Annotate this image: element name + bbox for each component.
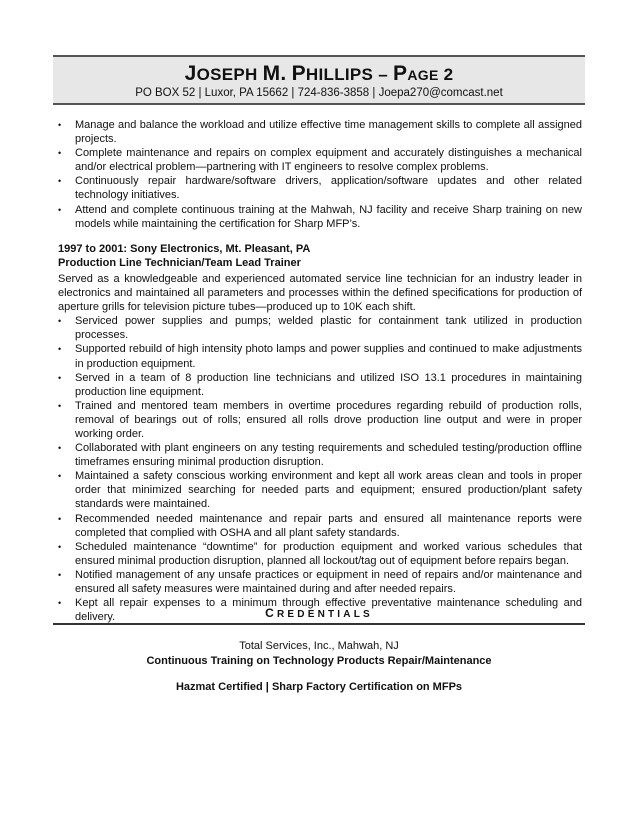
header-name: JOSEPH M. PHILLIPS – PAGE 2 xyxy=(184,62,454,85)
bullet-text: Supported rebuild of high intensity photo lamps and power supplies and continued to make adjustments in production equipment. xyxy=(75,343,582,370)
bullet-icon: • xyxy=(58,204,62,215)
bullet-item xyxy=(58,342,582,370)
bullet-item xyxy=(58,469,582,511)
header-contact: PO BOX 52 | Luxor, PA 15662 | 724-836-3858 | Joepa270@comcast.net xyxy=(135,87,503,99)
credentials-divider xyxy=(53,623,585,625)
bullet-item xyxy=(58,146,582,174)
bullet-item xyxy=(58,441,582,469)
bullet-icon: • xyxy=(58,372,62,383)
bullet-text: Notified management of any unsafe practices or equipment in need of repairs and/or maintenance and ensured all safety measures were maintained during and after needed repairs. xyxy=(75,568,582,595)
bullet-text: Scheduled maintenance “downtime” for production equipment and worked various schedules that ensured minimal production disruption, planned all lockout/tag out of equipment before repairs began. xyxy=(75,540,582,567)
bullet-icon: • xyxy=(58,513,62,524)
bullet-text: Complete maintenance and repairs on complex equipment and accurately distinguishes a mechanical and/or electrical problem—partnering with IT engineers to resolve complex problems. xyxy=(75,147,582,174)
bullet-text: Maintained a safety conscious working environment and kept all work areas clean and tools in proper order that minimized searching for needed parts and equipment; ensured production/plant safety standards were maintained. xyxy=(75,470,582,511)
bullet-item xyxy=(58,371,582,399)
bullet-text: Collaborated with plant engineers on any testing requirements and scheduled testing/production offline timeframes ensuring minimal production disruption. xyxy=(75,442,582,469)
page-header xyxy=(53,55,585,105)
bullet-icon: • xyxy=(58,471,62,482)
bullet-text: Trained and mentored team members in overtime procedures regarding rebuild of production rolls, removal of bearings out of rolls; ensured all rolls drove production line output and were in proper working order. xyxy=(75,399,582,440)
bullet-icon: • xyxy=(58,443,62,454)
experience-content xyxy=(58,118,582,624)
bullet-icon: • xyxy=(58,400,62,411)
bullet-text: Continuously repair hardware/software drivers, application/software updates and other related technology initiatives. xyxy=(75,175,582,202)
bullet-icon: • xyxy=(58,316,62,327)
bullet-item xyxy=(58,540,582,568)
bullet-item xyxy=(58,174,582,202)
bullet-item xyxy=(58,512,582,540)
job-bullets xyxy=(58,314,582,624)
credential-training: Continuous Training on Technology Products Repair/Maintenance xyxy=(146,655,492,667)
bullet-text: Attend and complete continuous training at the Mahwah, NJ facility and receive Sharp training on new models while maintaining the certification for Sharp MFP’s. xyxy=(75,203,582,230)
bullet-text: Recommended needed maintenance and repair parts and ensured all maintenance reports were completed that complied with OSHA and all plant safety standards. xyxy=(75,512,582,539)
bullet-icon: • xyxy=(58,120,62,130)
bullet-item xyxy=(58,568,582,596)
bullet-icon: • xyxy=(58,569,62,580)
job-dates-company: 1997 to 2001: Sony Electronics, Mt. Pleasant, PA xyxy=(58,242,311,255)
bullet-icon: • xyxy=(58,148,62,159)
bullet-icon: • xyxy=(58,344,62,355)
bullet-text: Manage and balance the workload and utilize effective time management skills to complete all assigned projects. xyxy=(75,119,582,146)
credential-certifications: Hazmat Certified | Sharp Factory Certification on MFPs xyxy=(175,681,463,693)
bullet-text: Serviced power supplies and pumps; welded plastic for containment tank utilized in production processes. xyxy=(75,315,582,342)
job-title: Production Line Technician/Team Lead Trainer xyxy=(58,256,301,269)
bullet-text: Served in a team of 8 production line technicians and utilized ISO 13.1 procedures in maintaining production line equipment. xyxy=(75,371,582,398)
job-summary: Served as a knowledgeable and experienced automated service line technician for an industry leader in electronics and maintained all parameters and processes within the defined specifications for production of aperture grills for television picture tubes—produced up to 10K each shift. xyxy=(58,272,582,314)
bullet-item xyxy=(58,118,582,146)
credential-provider: Total Services, Inc., Mahwah, NJ xyxy=(239,640,399,652)
prior-job-bullets xyxy=(58,118,582,231)
credentials-heading: CREDENTIALS xyxy=(265,606,373,620)
bullet-item xyxy=(58,399,582,441)
bullet-item xyxy=(58,203,582,231)
bullet-icon: • xyxy=(58,176,62,187)
bullet-icon: • xyxy=(58,541,62,552)
bullet-icon: • xyxy=(58,598,62,609)
bullet-text: Kept all repair expenses to a minimum through effective preventative maintenance scheduling and delivery. xyxy=(75,597,582,624)
bullet-item xyxy=(58,314,582,342)
